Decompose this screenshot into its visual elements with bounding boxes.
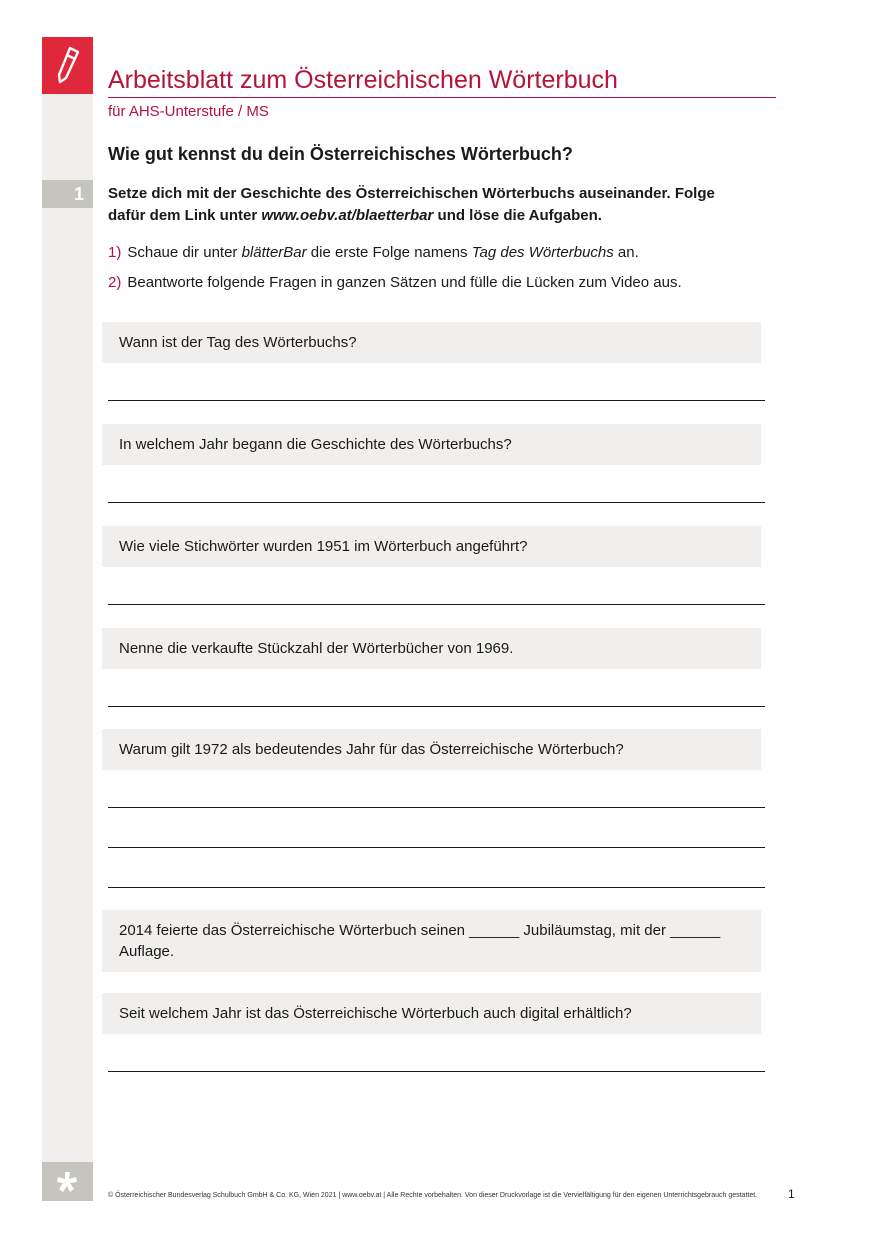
step-2-number: 2): [108, 274, 122, 291]
pencil-icon: [54, 45, 82, 85]
question-box-5: [102, 729, 761, 770]
task-number-badge: 1: [42, 180, 93, 208]
question-text-4: Nenne die verkaufte Stückzahl der Wörterbücher von 1969.: [119, 640, 514, 657]
step-1-emph-a: blätterBar: [241, 244, 307, 261]
question-box-1: [102, 322, 761, 363]
logo-box: [42, 37, 93, 94]
question-text-6[interactable]: 2014 feierte das Österreichische Wörterbuch seinen ______ Jubiläumstag, mit der ______ Auflage.: [119, 922, 721, 960]
answer-line-5c[interactable]: [108, 887, 765, 888]
step-1-text-a: Schaue dir unter: [127, 244, 242, 261]
answer-line-3[interactable]: [108, 604, 765, 605]
question-text-5: Warum gilt 1972 als bedeutendes Jahr für das Österreichische Wörterbuch?: [119, 741, 624, 758]
section-heading: Wie gut kennst du dein Österreichisches Wörterbuch?: [108, 144, 573, 164]
task-link[interactable]: www.oebv.at/blaetterbar: [261, 207, 434, 224]
question-box-6: [102, 910, 761, 972]
answer-line-2[interactable]: [108, 502, 765, 503]
question-box-3: [102, 526, 761, 567]
task-line-2-post: und löse die Aufgaben.: [433, 207, 602, 224]
answer-line-5a[interactable]: [108, 807, 765, 808]
oebv-brand-icon: [55, 1170, 81, 1194]
step-1-number: 1): [108, 244, 122, 261]
page-subtitle: für AHS-Unterstufe / MS: [108, 103, 269, 120]
side-strip: [42, 37, 93, 1201]
task-line-2-pre: dafür dem Link unter: [108, 207, 262, 224]
answer-line-1[interactable]: [108, 400, 765, 401]
question-text-1: Wann ist der Tag des Wörterbuchs?: [119, 334, 357, 351]
step-1: [108, 243, 639, 263]
question-text-2: In welchem Jahr begann die Geschichte des Wörterbuchs?: [119, 436, 512, 453]
page-number: 1: [788, 1187, 795, 1201]
answer-line-5b[interactable]: [108, 847, 765, 848]
step-2: [108, 273, 682, 293]
task-line-1: Setze dich mit der Geschichte des Österreichischen Wörterbuchs auseinander. Folge: [108, 185, 715, 202]
question-text-7: Seit welchem Jahr ist das Österreichische Wörterbuch auch digital erhältlich?: [119, 1005, 632, 1022]
answer-line-7[interactable]: [108, 1071, 765, 1072]
question-text-3: Wie viele Stichwörter wurden 1951 im Wörterbuch angeführt?: [119, 538, 528, 555]
task-instruction: [108, 183, 768, 227]
step-1-text-b: die erste Folge namens: [306, 244, 472, 261]
step-2-text: Beantworte folgende Fragen in ganzen Sätzen und fülle die Lücken zum Video aus.: [127, 274, 682, 291]
question-box-4: [102, 628, 761, 669]
brand-logo: [42, 1162, 93, 1201]
question-box-2: [102, 424, 761, 465]
answer-line-4[interactable]: [108, 706, 765, 707]
step-1-text-c: an.: [613, 244, 639, 261]
footer-copyright: © Österreichischer Bundesverlag Schulbuch GmbH & Co. KG, Wien 2021 | www.oebv.at | Alle Rechte vorbehalten. Von dieser Druckvorlage ist die Vervielfältigung für den eigenen Unterrichtsgebrauch gestattet.: [108, 1192, 758, 1199]
question-box-7: [102, 993, 761, 1034]
page-title: Arbeitsblatt zum Österreichischen Wörterbuch: [108, 64, 776, 98]
step-1-emph-b: Tag des Wörterbuchs: [471, 244, 614, 261]
